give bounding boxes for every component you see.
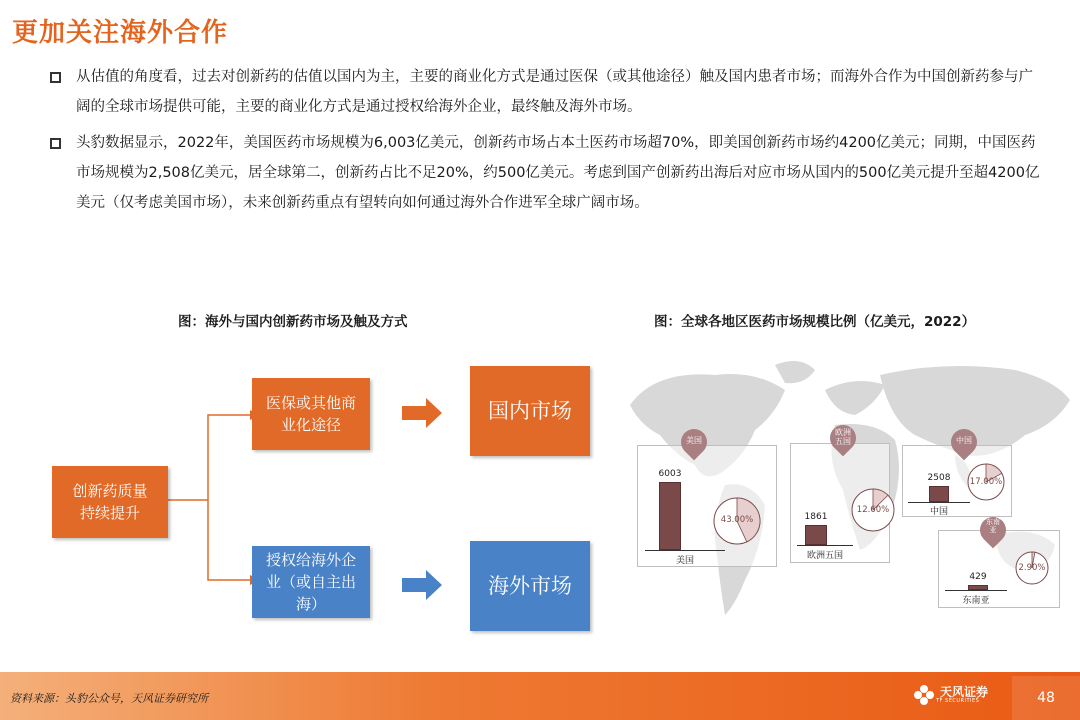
pie-label-china: 17.00% (969, 477, 1003, 487)
right-arrow-icon (402, 398, 444, 428)
bar-baseline (945, 590, 1007, 591)
bar-us (659, 482, 681, 550)
bullet-text: 头豹数据显示，2022年，美国医药市场规模为6,003亿美元，创新药市场占本土医药市场超70%，即美国创新药市场约4200亿美元；同期，中国医药市场规模为2,508亿美元，居全球第二，创新药占比不足20%，约500亿美元。考虑到国产创新药出海后对应市场从国内的500亿美元提升至超4200亿美元（仅考虑美国市场），未来创新药重点有望转向如何通过海外合作进军全球广阔市场。 (76, 135, 1040, 211)
upper-path-box: 医保或其他商业化途径 (252, 378, 370, 450)
bar-value-europe: 1861 (804, 511, 828, 522)
bar-baseline (645, 550, 725, 551)
right-arrow-icon (402, 570, 444, 600)
domestic-market-box: 国内市场 (470, 366, 590, 456)
bullet-text: 从估值的角度看，过去对创新药的估值以国内为主，主要的商业化方式是通过医保（或其他途径）触及国内患者市场；而海外合作为中国创新药参与广阔的全球市场提供可能，主要的商业化方式是通过授权给海外企业，最终触及海外市场。 (76, 69, 1033, 115)
bullet-list (50, 62, 1040, 218)
bar-value-us: 6003 (658, 469, 682, 479)
pie-label-us: 43.00% (720, 515, 754, 525)
page-title: 更加关注海外合作 (12, 18, 229, 48)
company-logo (912, 683, 988, 707)
bar-label-us: 美国 (675, 556, 694, 566)
bar-europe (805, 525, 827, 545)
bar-value-china: 2508 (927, 473, 951, 484)
bar-baseline (908, 502, 970, 503)
left-figure-title: 图：海外与国内创新药市场及触及方式 (178, 314, 408, 330)
square-bullet-icon (50, 138, 61, 149)
logo-text: 天风证券 (940, 685, 989, 699)
branch-connector (168, 405, 263, 590)
bar-label-europe: 欧洲五国 (806, 551, 843, 561)
bullet-item (50, 62, 1040, 122)
logo-subtext: TF SECURITIES (936, 698, 980, 704)
flower-logo-icon (912, 683, 936, 707)
square-bullet-icon (50, 72, 61, 83)
bar-china (929, 486, 949, 502)
right-figure-title: 图：全球各地区医药市场规模比例（亿美元，2022） (654, 314, 976, 330)
bar-baseline (797, 545, 853, 546)
overseas-market-box: 海外市场 (470, 541, 590, 631)
pin-label-seasia: 东南亚 (986, 518, 1000, 534)
bullet-item (50, 128, 1040, 218)
world-map-chart (625, 345, 1075, 620)
pie-label-europe: 12.60% (856, 505, 890, 515)
bar-value-seasia: 429 (969, 572, 987, 583)
pin-label-china: 中国 (956, 436, 972, 445)
pin-label-us: 美国 (686, 436, 702, 445)
source-note: 资料来源：头豹公众号，天风证券研究所 (10, 692, 208, 705)
page-number: 48 (1012, 676, 1080, 720)
pie-label-seasia: 2.90% (1018, 563, 1046, 573)
bar-label-china: 中国 (929, 507, 948, 517)
pin-label-europe: 欧洲五国 (835, 428, 851, 446)
bar-label-seasia: 东南亚 (962, 596, 990, 606)
source-box: 创新药质量持续提升 (52, 466, 168, 538)
lower-path-box: 授权给海外企业（或自主出海） (252, 546, 370, 618)
